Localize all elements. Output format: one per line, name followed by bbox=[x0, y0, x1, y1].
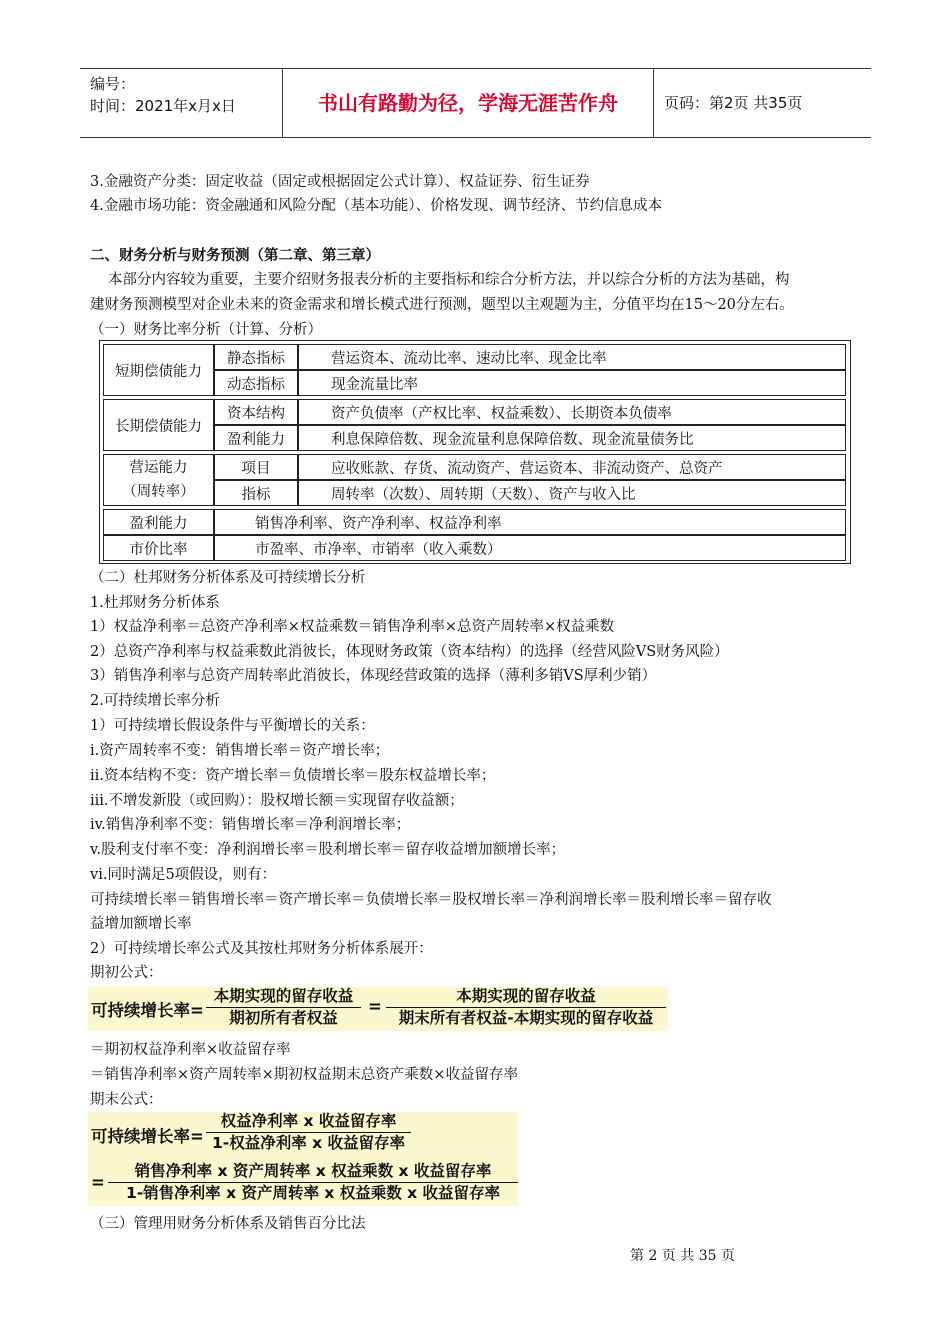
body-line: 3）销售净利率与总资产周转率此消彼长，体现经营政策的选择（薄利多销VS厚利少销） bbox=[90, 668, 657, 684]
cell-static-val: 营运资本、流动比率、速动比率、现金比率 bbox=[298, 344, 846, 370]
section-para-1: 本部分内容较为重要，主要介绍财务报表分析的主要指标和综合分析方法，并以综合分析的方法为基础，构 bbox=[108, 272, 790, 288]
body-line: 益增加额增长率 bbox=[90, 916, 192, 932]
fraction-bar bbox=[108, 1182, 518, 1183]
cell-earning-val: 利息保障倍数、现金流量利息保障倍数、现金流量债务比 bbox=[298, 425, 846, 451]
intro-line-3: 3.金融资产分类：固定收益（固定或根据固定公式计算）、权益证券、衍生证券 bbox=[90, 174, 590, 190]
operating-label: 营运能力 bbox=[129, 460, 188, 476]
cell-dynamic-val: 现金流量比率 bbox=[298, 370, 846, 396]
body-line: ii.资本结构不变：资产增长率＝负债增长率＝股东权益增长率； bbox=[90, 768, 496, 784]
body-line: 1）权益净利率＝总资产净利率×权益乘数＝销售净利率×总资产周转率×权益乘数 bbox=[90, 619, 615, 635]
cell-index: 指标 bbox=[214, 480, 298, 506]
sub-heading-1: （一）财务比率分析（计算、分析） bbox=[90, 322, 322, 338]
fraction bbox=[206, 987, 361, 1028]
fraction bbox=[386, 987, 666, 1028]
cell-item: 项目 bbox=[214, 454, 298, 480]
cell-short-debt: 短期偿债能力 bbox=[103, 344, 214, 396]
formula-beginning bbox=[88, 987, 668, 1031]
page-footer: 第 2 页 共 35 页 bbox=[630, 1248, 735, 1264]
cell-capital: 资本结构 bbox=[214, 399, 298, 425]
cell-earning: 盈利能力 bbox=[214, 425, 298, 451]
numerator: 权益净利率 x 收益留存率 bbox=[220, 1112, 397, 1130]
ratio-table bbox=[99, 340, 851, 564]
denominator: 1-销售净利率 x 资产周转率 x 权益乘数 x 收益留存率 bbox=[125, 1184, 501, 1202]
numerator: 本期实现的留存收益 bbox=[456, 987, 596, 1005]
denominator: 期末所有者权益-本期实现的留存收益 bbox=[398, 1009, 654, 1027]
header-meta bbox=[80, 69, 290, 141]
fraction-bar bbox=[386, 1007, 666, 1008]
cell-market: 市价比率 bbox=[103, 535, 214, 561]
body-line: 期初公式： bbox=[90, 965, 163, 981]
fraction-bar bbox=[206, 1007, 361, 1008]
fraction bbox=[108, 1162, 518, 1203]
equals-sign: = bbox=[91, 1173, 105, 1192]
cell-profit: 盈利能力 bbox=[103, 509, 214, 535]
body-line: 期末公式： bbox=[90, 1092, 163, 1108]
fraction-bar bbox=[206, 1132, 411, 1133]
body-line: i.资产周转率不变：销售增长率＝资产增长率； bbox=[90, 743, 390, 759]
cell-static: 静态指标 bbox=[214, 344, 298, 370]
body-line: iv.销售净利率不变：销售增长率＝净利润增长率； bbox=[90, 817, 411, 833]
formula-label: 可持续增长率= bbox=[91, 1127, 204, 1146]
page-header bbox=[80, 68, 871, 138]
sub-heading-2: （二）杜邦财务分析体系及可持续增长分析 bbox=[90, 570, 366, 586]
cell-market-val: 市盈率、市净率、市销率（收入乘数） bbox=[214, 535, 846, 561]
numerator: 本期实现的留存收益 bbox=[213, 987, 354, 1005]
cell-operating bbox=[103, 454, 214, 506]
equals-sign: = bbox=[368, 997, 382, 1016]
formula-label: 可持续增长率= bbox=[91, 1001, 204, 1020]
denominator: 期初所有者权益 bbox=[229, 1009, 338, 1027]
body-line: v.股利支付率不变：净利润增长率＝股利增长率＝留存收益增加额增长率； bbox=[90, 842, 566, 858]
cell-long-debt: 长期偿债能力 bbox=[103, 399, 214, 451]
body-line: 2）可持续增长率公式及其按杜邦财务分析体系展开： bbox=[90, 941, 433, 957]
section-title: 二、财务分析与财务预测（第二章、第三章） bbox=[90, 247, 380, 264]
cell-item-val: 应收账款、存货、流动资产、营运资本、非流动资产、总资产 bbox=[298, 454, 846, 480]
formula-ending bbox=[88, 1112, 518, 1206]
fraction bbox=[206, 1112, 411, 1153]
section-para-2: 建财务预测模型对企业未来的资金需求和增长模式进行预测，题型以主观题为主，分值平均在15～20分左右。 bbox=[90, 297, 794, 313]
body-line: 2）总资产净利率与权益乘数此消彼长，体现财务政策（资本结构）的选择（经营风险VS财务风险） bbox=[90, 644, 729, 660]
cell-dynamic: 动态指标 bbox=[214, 370, 298, 396]
body-line: 1）可持续增长假设条件与平衡增长的关系： bbox=[90, 718, 375, 734]
body-line: iii.不增发新股（或回购）：股权增长额＝实现留存收益额； bbox=[90, 793, 464, 809]
intro-line-4: 4.金融市场功能：资金融通和风险分配（基本功能）、价格发现、调节经济、节约信息成本 bbox=[90, 198, 663, 214]
cell-profit-val: 销售净利率、资产净利率、权益净利率 bbox=[214, 509, 846, 535]
denominator: 1-权益净利率 x 收益留存率 bbox=[211, 1134, 405, 1152]
turnover-label: （周转率） bbox=[122, 484, 195, 500]
date-label: 时间：2021年x月x日 bbox=[90, 97, 236, 115]
body-line: 1.杜邦财务分析体系 bbox=[90, 595, 220, 611]
sub-heading-3: （三）管理用财务分析体系及销售百分比法 bbox=[90, 1216, 366, 1232]
body-line: vi.同时满足5项假设，则有： bbox=[90, 867, 277, 883]
header-motto: 书山有路勤为径，学海无涯苦作舟 bbox=[282, 69, 654, 137]
number-label: 编号： bbox=[90, 75, 136, 93]
cell-index-val: 周转率（次数）、周转期（天数）、资产与收入比 bbox=[298, 480, 846, 506]
numerator: 销售净利率 x 资产周转率 x 权益乘数 x 收益留存率 bbox=[134, 1162, 492, 1180]
body-line: ＝销售净利率×资产周转率×期初权益期末总资产乘数×收益留存率 bbox=[90, 1067, 518, 1083]
header-page-label: 页码：第2页 共35页 bbox=[664, 94, 803, 112]
body-line: 可持续增长率＝销售增长率＝资产增长率＝负债增长率＝股权增长率＝净利润增长率＝股利增长率＝留存收 bbox=[90, 892, 772, 908]
body-line: ＝期初权益净利率×收益留存率 bbox=[90, 1042, 291, 1058]
cell-capital-val: 资产负债率（产权比率、权益乘数）、长期资本负债率 bbox=[298, 399, 846, 425]
body-line: 2.可持续增长率分析 bbox=[90, 693, 220, 709]
